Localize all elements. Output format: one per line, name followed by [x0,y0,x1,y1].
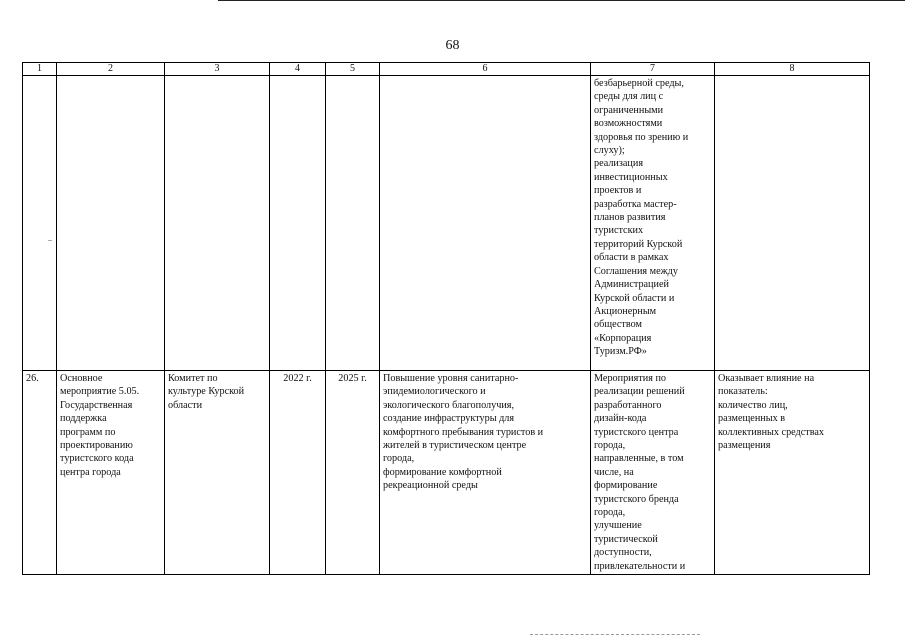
cell-directions-continued [591,76,715,371]
cell-empty [270,76,326,371]
bottom-scan-mark [530,634,700,638]
cell-empty [715,76,870,371]
measures-table [22,62,870,575]
table-row-26 [23,371,870,575]
table-row-continuation [23,76,870,371]
cell-empty [57,76,165,371]
expected-result-text: Повышение уровня санитарно- эпидемиологического и экологического благополучия, создание инфраструктуры для комфортного пребывания туристов и жителей в туристическом центре города, формирование комфортной рекреационной среды [383,373,544,492]
row-number: 26. [26,373,39,384]
header-row [23,63,870,76]
cell-executor [165,371,270,575]
cell-end-year [326,371,380,575]
top-rule [218,0,905,1]
executor-name: Комитет по культуре Курской области [168,373,245,411]
event-name: Основное мероприятие 5.05. Государственная поддержка программ по проектированию туристского кода центра города [60,373,140,478]
cell-empty [165,76,270,371]
start-year: 2022 г. [283,373,312,384]
cell-directions [591,371,715,575]
end-year: 2025 г. [338,373,367,384]
header-col-1: 1 [23,63,57,76]
cell-row-number [23,371,57,575]
header-col-5: 5 [326,63,380,76]
cell-empty [380,76,591,371]
cell-indicator [715,371,870,575]
header-col-4: 4 [270,63,326,76]
cell-start-year [270,371,326,575]
indicator-text: Оказывает влияние на показатель: количество лиц, размещенных в коллективных средствах размещения [718,373,824,452]
directions-continued-text: безбарьерной среды, среды для лиц с ограниченными возможностями здоровья по зрению и слуху); реализация инвестиционных проектов и разработка мастер- планов развития туристских территорий Курской области в рамках Соглашения между Администрацией Курской области и Акционерным обществом «Корпорация Туризм.РФ» [594,78,689,358]
page-number: 68 [445,38,460,53]
header-col-3: 3 [165,63,270,76]
header-col-2: 2 [57,63,165,76]
header-col-6: 6 [380,63,591,76]
directions-text: Мероприятия по реализации решений разработанного дизайн-кода туристского центра города, направленные, в том числе, на формирование туристского бренда города, улучшение туристической доступности, привлекательности и [594,373,686,572]
header-col-8: 8 [715,63,870,76]
cell-event [57,371,165,575]
cell-expected-result [380,371,591,575]
header-col-7: 7 [591,63,715,76]
cell-empty [326,76,380,371]
cell-empty [23,76,57,371]
